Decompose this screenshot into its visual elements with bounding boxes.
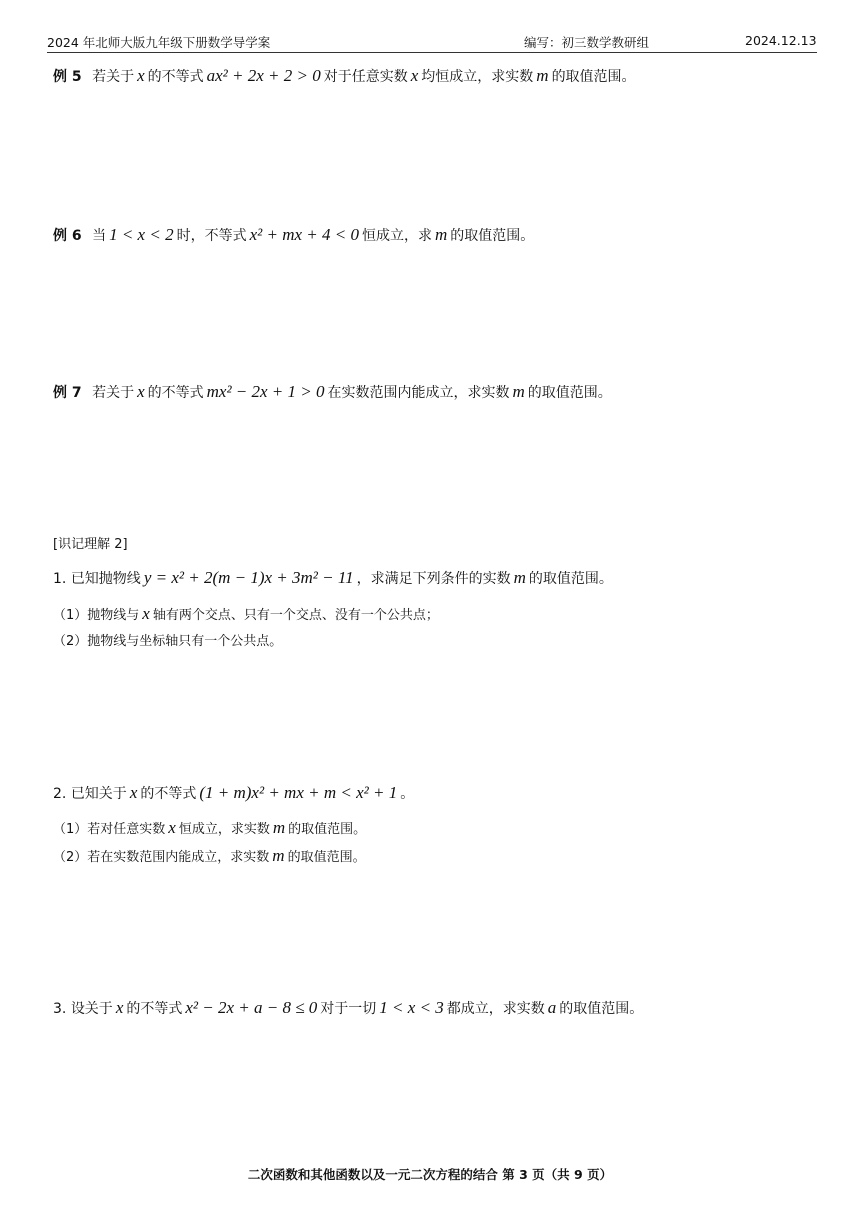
math-formula: x² − 2x + a − 8 ≤ 0 xyxy=(185,998,318,1017)
problem-1 xyxy=(53,568,613,589)
problem-1-part-2 xyxy=(53,632,282,652)
math-var: m xyxy=(434,225,448,244)
math-formula: ax² + 2x + 2 > 0 xyxy=(206,66,321,85)
math-var: a xyxy=(547,998,557,1017)
problem-1-part-1 xyxy=(53,604,439,626)
math-var: x xyxy=(410,66,419,85)
text: 的取值范围。 xyxy=(287,850,366,865)
text: 时，不等式 xyxy=(176,228,247,244)
problem-2-part-2 xyxy=(53,846,366,868)
text: 恒成立，求实数 xyxy=(178,822,270,837)
example-5 xyxy=(53,66,636,87)
text: （2）若在实数范围内能成立，求实数 xyxy=(53,850,270,865)
text: 的取值范围。 xyxy=(559,1001,644,1017)
math-var: x xyxy=(129,783,138,802)
text: 的不等式 xyxy=(147,69,204,85)
text: 设关于 xyxy=(70,1001,113,1017)
problem-number: 3. xyxy=(53,1001,67,1017)
example-7 xyxy=(53,382,612,403)
math-var: x xyxy=(137,382,145,401)
example-label: 例 6 xyxy=(53,228,82,244)
problem-2 xyxy=(53,783,414,804)
text: 的不等式 xyxy=(140,786,197,802)
text: 的取值范围。 xyxy=(450,228,535,244)
text: 。 xyxy=(400,786,415,802)
problem-3 xyxy=(53,998,643,1019)
problem-number: 1. xyxy=(53,571,67,587)
problem-2-part-1 xyxy=(53,818,366,840)
text: 的不等式 xyxy=(147,385,204,401)
math-var: x xyxy=(115,998,124,1017)
math-var: m xyxy=(272,818,286,837)
text: 的取值范围。 xyxy=(527,385,612,401)
text: 均恒成立，求实数 xyxy=(421,69,534,85)
header-middle: 编写：初三数学教研组 xyxy=(524,35,650,50)
header-left: 2024 年北师大版九年级下册数学导学案 xyxy=(47,35,271,50)
text: 轴有两个交点、只有一个交点、没有一个公共点； xyxy=(152,608,439,623)
math-var: x xyxy=(168,818,176,837)
text: （1）若对任意实数 xyxy=(53,822,166,837)
example-label: 例 5 xyxy=(53,69,82,85)
text: 在实数范围内能成立，求实数 xyxy=(327,385,510,401)
text: 已知抛物线 xyxy=(70,571,141,587)
text: 的取值范围。 xyxy=(551,69,636,85)
math-condition: 1 < x < 3 xyxy=(379,998,444,1017)
text: 当 xyxy=(92,228,107,244)
text: （1）抛物线与 xyxy=(53,608,140,623)
header-right: 2024.12.13 xyxy=(745,33,817,48)
math-var: m xyxy=(512,382,525,401)
math-var: x xyxy=(137,66,145,85)
math-formula: (1 + m)x² + mx + m < x² + 1 xyxy=(199,783,398,802)
text: （2）抛物线与坐标轴只有一个公共点。 xyxy=(53,634,283,649)
text: 对于任意实数 xyxy=(323,69,408,85)
math-formula: mx² − 2x + 1 > 0 xyxy=(206,382,325,401)
math-var: m xyxy=(536,66,549,85)
page-footer: 二次函数和其他函数以及一元二次方程的结合 第 3 页（共 9 页） xyxy=(247,1167,613,1182)
math-var: x xyxy=(142,604,150,623)
text: 的不等式 xyxy=(126,1001,183,1017)
text: 的取值范围。 xyxy=(288,822,367,837)
text: ，求满足下列条件的实数 xyxy=(356,571,511,587)
example-6 xyxy=(53,225,534,246)
header-divider xyxy=(47,52,817,53)
example-label: 例 7 xyxy=(53,385,82,401)
math-condition: 1 < x < 2 xyxy=(109,225,174,244)
text: 的取值范围。 xyxy=(528,571,613,587)
text: 恒成立，求 xyxy=(361,228,432,244)
text: 已知关于 xyxy=(70,786,127,802)
math-formula: x² + mx + 4 < 0 xyxy=(249,225,359,244)
text: 对于一切 xyxy=(320,1001,377,1017)
text: 若关于 xyxy=(92,69,135,85)
section-title: [识记理解 2] xyxy=(53,537,128,552)
text: 若关于 xyxy=(92,385,135,401)
math-formula: y = x² + 2(m − 1)x + 3m² − 11 xyxy=(143,568,354,587)
math-var: m xyxy=(513,568,526,587)
math-var: m xyxy=(272,846,285,865)
text: 都成立，求实数 xyxy=(446,1001,545,1017)
problem-number: 2. xyxy=(53,786,67,802)
